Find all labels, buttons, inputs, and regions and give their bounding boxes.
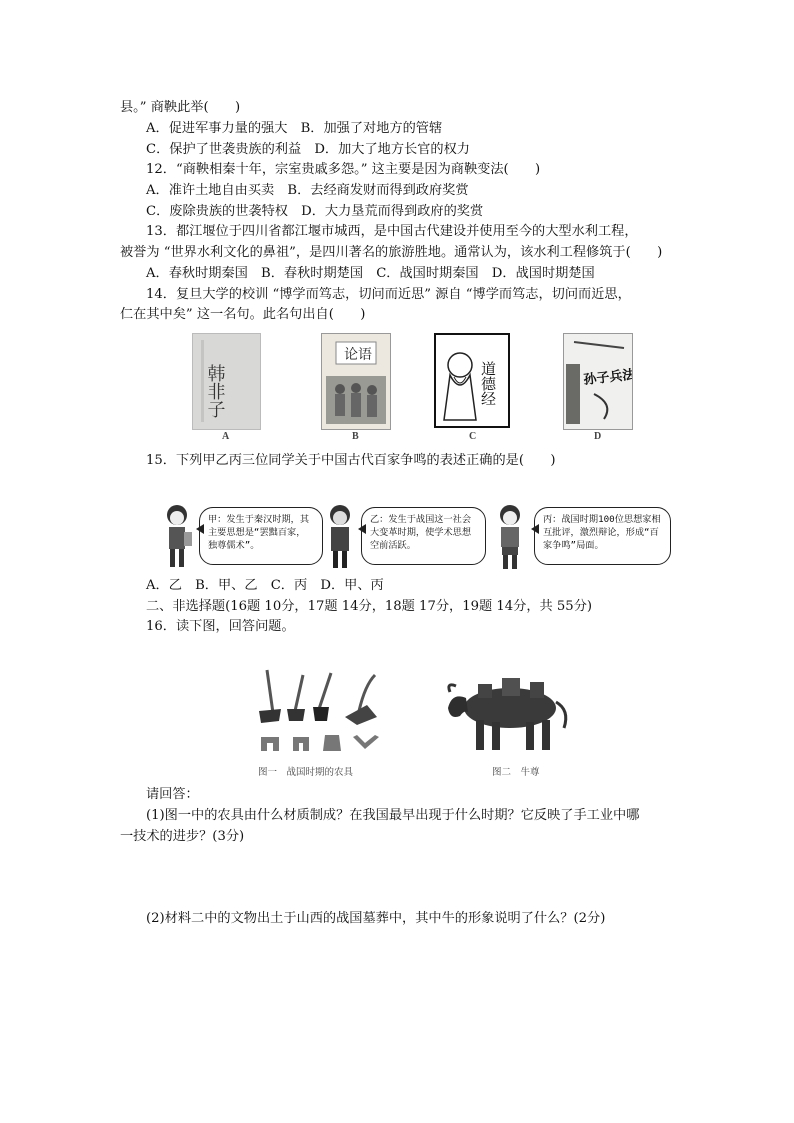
ox-zun-image — [438, 668, 578, 758]
q14-stem: 14．复旦大学的校训 “博学而笃志，切问而近思” 源自 “博学而笃志，切问而近思， — [146, 287, 631, 302]
hanfeizi-cover-art — [193, 334, 260, 429]
book-b-label: B — [352, 431, 359, 442]
q13-stem-cont: 被誉为 “世界水利文化的鼻祖”，是四川著名的旅游胜地。通常认为，该水利工程修筑于( ) — [120, 245, 663, 260]
q15-options: A．乙 B．甲、乙 C．丙 D．甲、丙 — [146, 578, 384, 593]
student-yi-figure — [325, 502, 355, 572]
sunzibingfa-title: 孙子兵法 — [582, 367, 632, 388]
sunzibingfa-cover-art — [564, 334, 632, 429]
daodejing-title: 道德经 — [479, 361, 497, 406]
q11-stem-tail: 县。” 商鞅此举( ) — [120, 100, 241, 115]
book-lunyu-image — [321, 333, 391, 430]
q13-stem: 13．都江堰位于四川省都江堰市城西，是中国古代建设并使用至今的大型水利工程， — [146, 224, 638, 239]
q14-stem-cont: 仁在其中矣” 这一名句。此名句出自( ) — [120, 307, 366, 322]
figure-two-caption: 图二 牛尊 — [492, 767, 540, 778]
figure-one-caption: 图一 战国时期的农具 — [258, 767, 354, 778]
hanfeizi-title: 韩非子 — [204, 364, 226, 418]
student-bing-figure — [494, 502, 526, 572]
answer-prompt: 请回答： — [146, 787, 199, 802]
section-two-heading: 二、非选择题(16题 10分，17题 14分，18题 17分，19题 14分，共 55分) — [146, 599, 593, 614]
book-d-label: D — [594, 431, 602, 442]
book-daodejing-image — [434, 333, 510, 428]
q12-options-ab: A．准许土地自由买卖 B．去经商发财而得到政府奖赏 — [146, 183, 469, 198]
iron-farm-tools-image — [255, 665, 405, 757]
book-a-label: A — [222, 431, 230, 442]
lunyu-cover-art — [322, 334, 390, 429]
q13-options: A．春秋时期秦国 B．春秋时期楚国 C．战国时期秦国 D．战国时期楚国 — [146, 266, 595, 281]
book-sunzibingfa-image — [563, 333, 633, 430]
student-yi-speech: 乙：发生于战国这一社会大变革时期，使学术思想空前活跃。 — [361, 507, 486, 565]
q15-stem: 15．下列甲乙丙三位同学关于中国古代百家争鸣的表述正确的是( ) — [146, 453, 556, 468]
q11-options-cd: C．保护了世袭贵族的利益 D．加大了地方长官的权力 — [146, 142, 470, 157]
q12-stem: 12．“商鞅相秦十年，宗室贵戚多怨。” 这主要是因为商鞅变法( ) — [146, 162, 541, 177]
q11-options-ab: A．促进军事力量的强大 B．加强了对地方的管辖 — [146, 121, 443, 136]
daodejing-cover-art — [436, 335, 508, 426]
q16-stem: 16．读下图，回答问题。 — [146, 619, 295, 634]
lunyu-title: 论语 — [344, 347, 372, 363]
q12-options-cd: C．废除贵族的世袭特权 D．大力垦荒而得到政府的奖赏 — [146, 204, 484, 219]
student-jia-figure — [160, 502, 194, 572]
q16-part2: (2)材料二中的文物出土于山西的战国墓葬中，其中牛的形象说明了什么？(2分) — [146, 911, 606, 926]
q16-part1: (1)图一中的农具由什么材质制成？在我国最早出现于什么时期？它反映了手工业中哪 — [146, 808, 640, 823]
student-bing-speech: 丙：战国时期100位思想家相互批评，激烈辩论，形成“百家争鸣”局面。 — [534, 507, 671, 565]
student-jia-speech: 甲：发生于秦汉时期，其主要思想是“罢黜百家，独尊儒术”。 — [199, 507, 323, 565]
q16-part1-cont: 一技术的进步？(3分) — [120, 829, 245, 844]
book-hanfeizi-image — [192, 333, 261, 430]
book-c-label: C — [469, 431, 477, 442]
